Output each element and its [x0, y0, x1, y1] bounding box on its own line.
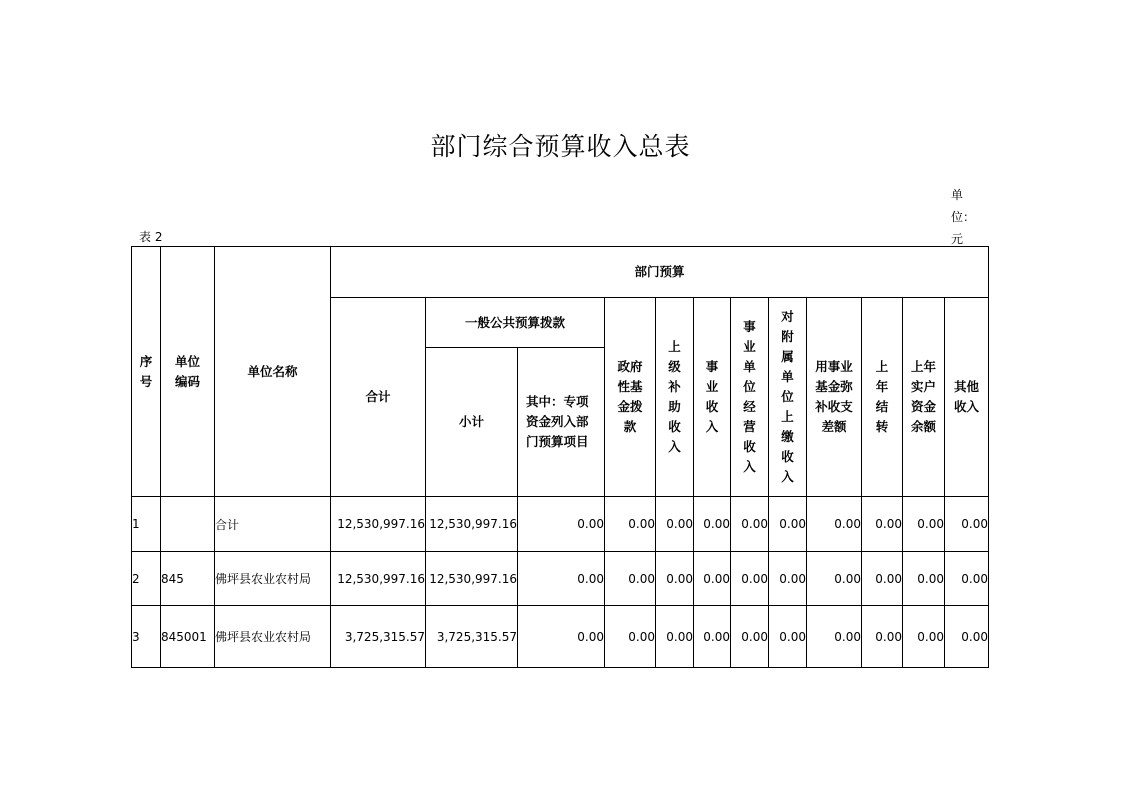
cell-value: 0.00 — [731, 497, 769, 552]
cell-code — [161, 497, 215, 552]
header-total: 合计 — [331, 298, 426, 497]
cell-value: 0.00 — [903, 606, 945, 668]
header-last-carry: 上年结转 — [862, 298, 903, 497]
header-subtotal: 小计 — [426, 348, 518, 497]
cell-value: 0.00 — [605, 497, 656, 552]
cell-value: 0.00 — [656, 552, 694, 606]
cell-value: 0.00 — [731, 552, 769, 606]
cell-value: 12,530,997.16 — [426, 497, 518, 552]
header-code: 单位编码 — [161, 247, 215, 497]
cell-value: 0.00 — [518, 497, 605, 552]
cell-value: 0.00 — [518, 552, 605, 606]
cell-value: 0.00 — [605, 552, 656, 606]
page-title: 部门综合预算收入总表 — [430, 132, 691, 161]
cell-value: 0.00 — [694, 606, 731, 668]
table-row — [132, 606, 989, 668]
header-career: 事业收入 — [694, 298, 731, 497]
header-general: 一般公共预算拨款 — [426, 298, 605, 348]
cell-value: 0.00 — [605, 606, 656, 668]
header-name: 单位名称 — [215, 247, 331, 497]
cell-code: 845001 — [161, 606, 215, 668]
unit-label-part: 元 — [951, 232, 964, 246]
unit-label — [951, 184, 975, 250]
cell-value: 0.00 — [862, 552, 903, 606]
cell-value: 0.00 — [656, 497, 694, 552]
cell-value: 0.00 — [731, 606, 769, 668]
cell-name: 合计 — [215, 497, 331, 552]
cell-value: 0.00 — [862, 497, 903, 552]
unit-label-part: 位： — [951, 210, 976, 224]
cell-value: 12,530,997.16 — [426, 552, 518, 606]
table-row — [132, 497, 989, 552]
cell-value: 0.00 — [862, 606, 903, 668]
header-dept-budget: 部门预算 — [331, 247, 989, 298]
cell-value: 3,725,315.57 — [426, 606, 518, 668]
cell-name: 佛坪县农业农村局 — [215, 606, 331, 668]
cell-value: 0.00 — [807, 552, 862, 606]
cell-value: 12,530,997.16 — [331, 552, 426, 606]
header-other: 其他收入 — [945, 298, 989, 497]
header-last-balance: 上年实户资金余额 — [903, 298, 945, 497]
header-fund-cover: 用事业基金弥补收支差额 — [807, 298, 862, 497]
cell-value: 0.00 — [694, 552, 731, 606]
cell-value: 0.00 — [769, 552, 807, 606]
cell-seq: 2 — [132, 552, 161, 606]
cell-code: 845 — [161, 552, 215, 606]
header-seq: 序号 — [132, 247, 161, 497]
cell-value: 0.00 — [518, 606, 605, 668]
cell-seq: 3 — [132, 606, 161, 668]
header-upper: 上级补助收入 — [656, 298, 694, 497]
cell-value: 0.00 — [945, 497, 989, 552]
cell-value: 0.00 — [807, 606, 862, 668]
table-number: 表 2 — [139, 230, 163, 244]
header-gov-fund: 政府性基金拨款 — [605, 298, 656, 497]
cell-value: 0.00 — [945, 552, 989, 606]
budget-table — [131, 246, 989, 668]
unit-label-part: 单 — [951, 188, 964, 202]
cell-value: 0.00 — [903, 497, 945, 552]
cell-name: 佛坪县农业农村局 — [215, 552, 331, 606]
cell-seq: 1 — [132, 497, 161, 552]
table-row — [132, 552, 989, 606]
cell-value: 12,530,997.16 — [331, 497, 426, 552]
cell-value: 0.00 — [769, 497, 807, 552]
header-career-op: 事业单位经营收入 — [731, 298, 769, 497]
cell-value: 0.00 — [945, 606, 989, 668]
cell-value: 3,725,315.57 — [331, 606, 426, 668]
cell-value: 0.00 — [807, 497, 862, 552]
cell-value: 0.00 — [656, 606, 694, 668]
header-affiliated: 对附属单位上缴收入 — [769, 298, 807, 497]
header-special: 其中：专项资金列入部门预算项目 — [518, 348, 605, 497]
cell-value: 0.00 — [903, 552, 945, 606]
cell-value: 0.00 — [769, 606, 807, 668]
cell-value: 0.00 — [694, 497, 731, 552]
